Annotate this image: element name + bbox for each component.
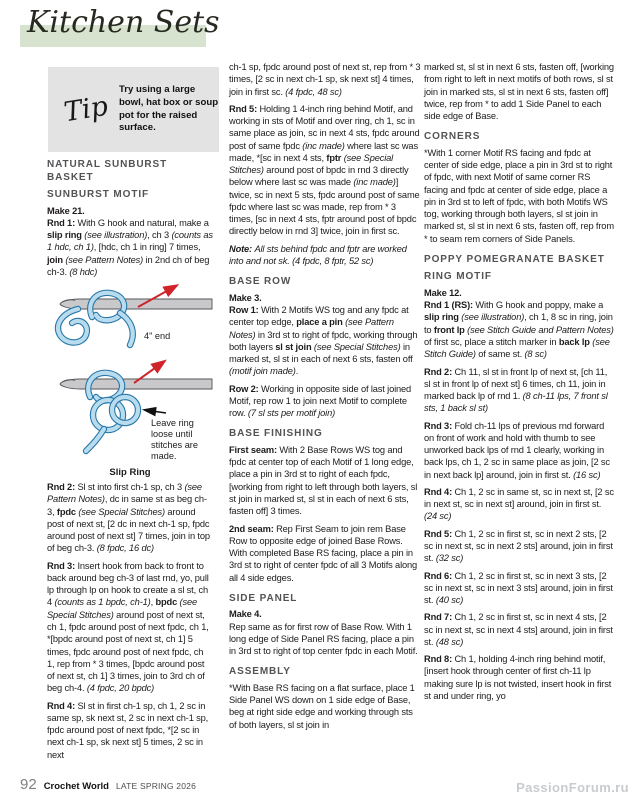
text-segment: in marked st, sl st in each of next 6 sts, fasten off: [229, 341, 413, 365]
text-segment: (see illustration): [461, 312, 525, 323]
text-segment: Rnd 5:: [229, 103, 260, 114]
text-segment: With 2 Base Rows WS tog and fpdc at center top of each Motif of 1 long edge, place a pin in 3rd st to right of each fpdc, [working from right to left through both layers, sl st join in marked st, sl st in each of next 6 sts, fasten off] 3 times.: [229, 444, 418, 517]
text-segment: of first sc, place a stitch marker in: [424, 337, 559, 348]
pattern-paragraph: [47, 205, 213, 217]
text-segment: , dc in same st as beg ch-3,: [47, 494, 207, 517]
text-segment: 2nd seam:: [229, 523, 277, 534]
tip-box: [48, 67, 219, 152]
text-segment: Rnd 5:: [424, 528, 455, 539]
text-segment: join: [47, 254, 66, 265]
text-segment: (see Pattern Notes): [65, 254, 144, 265]
pattern-paragraph: [424, 486, 614, 523]
ring-note-line: stitches are: [150, 440, 198, 451]
text-segment: (24 sc): [424, 511, 452, 522]
black-arrow-icon: [145, 410, 166, 413]
text-segment: (see Pattern Notes): [229, 317, 394, 340]
text-segment: All sts behind fpdc and fptr are worked into and not sk. (4 fpdc, 8 fptr, 52 sc): [229, 243, 407, 266]
yarn-end-label: 4" end: [143, 331, 170, 342]
text-segment: (see Special Stitches): [229, 152, 394, 176]
text-segment: (see Stitch Guide): [424, 337, 610, 360]
text-segment: fptr: [326, 152, 344, 163]
text-segment: Working in opposite side of last joined Motif, rep row 1 to join next Motif to complete row.: [229, 383, 412, 419]
pattern-paragraph: [424, 147, 614, 245]
text-segment: (see Special Stitches): [78, 506, 165, 517]
text-segment: Note:: [229, 243, 255, 254]
tip-text: Try using a large bowl, hat box or soup pot for the raised surface.: [118, 84, 219, 134]
text-segment: Rnd 2:: [424, 366, 455, 377]
text-segment: Make 3.: [229, 292, 262, 303]
text-segment: Rnd 8:: [424, 654, 455, 665]
text-segment: Row 2:: [229, 383, 262, 394]
pattern-paragraph: [229, 61, 421, 98]
text-segment: Ch 1, 2 sc in first st, sc in next 3 sts, [2 sc in next st, sc in next 3 sts] around, join in first st.: [424, 570, 613, 606]
pattern-paragraph: [424, 287, 614, 299]
section-heading: BASE FINISHING: [229, 428, 323, 440]
page-number: 92: [20, 776, 37, 793]
column-3: [424, 61, 614, 707]
section-heading: SIDE PANEL: [229, 592, 298, 604]
text-segment: Ch 1, holding 4-inch ring behind motif, [insert hook through center of first ch-11 lp making sure lp is not twisted, insert hook in first st and under ring, yo: [424, 654, 612, 701]
text-segment: Fold ch-11 lps of previous rnd forward on front of work and hold with thumb to see unworked back lps of rnd 1 clearly, working in back lps, ch 1, 2 sc in same place as join, [2 sc in next back lp] around, join in first st.: [424, 420, 610, 480]
pattern-paragraph: [229, 444, 421, 518]
text-segment: (see illustration): [84, 230, 148, 241]
text-segment: , ch 1, 8 sc in ring, join to: [424, 312, 613, 335]
pattern-paragraph: [229, 383, 421, 420]
text-segment: (4 fpdc, 48 sc): [285, 86, 342, 97]
text-segment: Ch 1, 2 sc in first st, sc in next 4 sts, [2 sc in next st, sc in next 4 sts] around, join in first st.: [424, 612, 613, 647]
column-1: [47, 159, 213, 766]
text-segment: .: [295, 366, 299, 377]
text-segment: With G hook and natural, make a: [77, 217, 209, 228]
pattern-paragraph: [229, 608, 421, 620]
text-segment: Rnd 3:: [47, 560, 78, 571]
page-title: Kitchen Sets: [27, 5, 220, 40]
text-segment: Sl st into first ch-1 sp, ch 3: [77, 482, 185, 493]
text-segment: (48 sc): [435, 636, 464, 647]
pattern-paragraph: [47, 481, 213, 555]
section-heading: BASE ROW: [229, 276, 292, 288]
text-segment: ] twice, sc in next 5 sts, fpdc around post of same fpdc where last sc was made, rep from * 3 times, [sc in next 4 sts, fptr around post of bpdc directly below in rnd 3] twice, join in first sc.: [229, 177, 420, 237]
text-segment: Insert hook from back to front to back around beg ch-3 of last rnd, yo, pull lp through lp on hook to create a sl st, ch 4: [47, 560, 209, 608]
text-segment: around post of bpdc in rnd 3 directly below where last sc was made: [229, 165, 409, 188]
text-segment: (7 sl sts per motif join): [247, 408, 336, 419]
slip-ring-illustration: [48, 283, 213, 459]
text-segment: Rnd 1 (RS):: [424, 300, 476, 311]
text-segment: *With 1 corner Motif RS facing and fpdc at center of side edge, place a pin in 3rd st to right of fpdc, with next Motif of same corner RS facing and fpdc at center of side edge, place a pin in 3rd st to left of fpdc, with both Motifs WS tog, working through both layers, sl st join in marked st, sl st in next 6 sts, fasten off, rep from * to seam rem corners of Side Panels.: [424, 147, 614, 244]
text-segment: Rnd 4:: [424, 486, 455, 497]
issue-label: LATE SPRING 2026: [115, 781, 197, 791]
section-banner: [20, 5, 220, 52]
text-segment: Rnd 4:: [47, 700, 78, 711]
text-segment: (motif join made): [229, 366, 296, 377]
text-segment: sl st join: [275, 341, 314, 352]
text-segment: where last sc was made, *[sc in next 4 sts,: [229, 140, 418, 163]
pattern-paragraph: [229, 243, 421, 268]
text-segment: , ch 3: [147, 230, 172, 241]
magazine-title: Crochet World: [43, 781, 109, 792]
text-segment: (8 hdc): [69, 266, 98, 277]
text-segment: (32 sc): [435, 553, 464, 564]
text-segment: in 3rd st to right of fpdc, working through both layers: [229, 329, 418, 352]
section-heading: NATURAL SUNBURST BASKET: [47, 159, 168, 183]
text-segment: slip ring: [47, 230, 85, 241]
text-segment: Ch 1, 2 sc in same st, sc in next st, [2 sc in next st, sc in next st] around, join in first st.: [424, 486, 614, 510]
page-footer: [20, 776, 196, 793]
text-segment: ch-1 sp, fpdc around post of next st, rep from * 3 times, [2 sc in next ch-1 sp, sk next st] 4 times, join in first sc.: [229, 62, 421, 97]
text-segment: Rnd 2:: [47, 482, 78, 493]
text-segment: (8 fpdc, 16 dc): [96, 543, 154, 554]
text-segment: (see Special Stitches): [313, 341, 401, 352]
pattern-paragraph: [424, 420, 614, 481]
text-segment: Rnd 7:: [424, 612, 455, 623]
pattern-paragraph: [229, 103, 421, 238]
text-segment: Rep same as for first row of Base Row. With 1 long edge of Side Panel RS facing, place a pin in 3rd st to right of top center fpdc in each Motif.: [229, 621, 418, 657]
text-segment: Rnd 3:: [424, 420, 455, 431]
text-segment: marked st, sl st in next 6 sts, fasten off, [working from right to left in next motifs of both rows, sl st join in marked sts, sl st in next 6 sts, fasten off] twice, rep from * to add 1 Side Panel to each side edge of Base.: [424, 62, 614, 122]
text-segment: , [hdc, ch 1 in ring] 7 times,: [93, 242, 201, 253]
pattern-paragraph: [229, 621, 421, 658]
slip-ring-figure: [47, 283, 213, 478]
text-segment: Make 4.: [229, 609, 262, 620]
text-segment: ,: [150, 597, 156, 608]
pattern-paragraph: [47, 560, 213, 695]
text-segment: (counts as 1 hdc, ch 1): [47, 230, 213, 253]
pattern-paragraph: [424, 366, 614, 415]
section-heading: SUNBURST MOTIF: [47, 189, 150, 200]
text-segment: (40 sc): [435, 595, 464, 606]
pattern-paragraph: [229, 304, 421, 378]
slip-ring-step2: [60, 363, 212, 459]
text-segment: Make 12.: [424, 287, 462, 298]
pattern-paragraph: [424, 611, 614, 648]
crochet-hook-icon: [60, 299, 212, 309]
text-segment: (4 fpdc, 20 bpdc): [86, 683, 155, 694]
tip-label: Tip: [61, 90, 111, 129]
text-segment: (see Stitch Guide and Pattern Notes): [467, 324, 614, 335]
text-segment: Rnd 6:: [424, 570, 455, 581]
pattern-paragraph: [229, 682, 421, 731]
pattern-paragraph: [47, 700, 213, 761]
pattern-paragraph: [424, 653, 614, 702]
text-segment: (8 ch-11 lps, 7 front sl sts, 1 back sl st): [424, 391, 608, 414]
text-segment: bpdc: [155, 597, 180, 608]
text-segment: in 2nd ch of beg ch-3.: [47, 254, 210, 277]
pattern-paragraph: [424, 570, 614, 607]
ring-note-line: made.: [150, 451, 177, 460]
section-heading: CORNERS: [424, 131, 481, 143]
slip-ring-step1: [58, 287, 212, 345]
ring-note-line: loose until: [150, 429, 192, 440]
text-segment: With G hook and poppy, make a: [475, 300, 604, 311]
text-segment: Sl st in first ch-1 sp, ch 1, 2 sc in same sp, sk next st, 2 sc in next ch-1 sp, fpdc around post of next fpdc, *[2 sc in next ch-1 sp, sk next st] 5 times, 2 sc in next: [47, 700, 209, 760]
pattern-paragraph: [424, 61, 614, 122]
text-segment: (see Pattern Notes): [47, 482, 202, 505]
section-heading: POPPY POMEGRANATE BASKET: [424, 253, 605, 265]
text-segment: front lp: [433, 324, 468, 335]
text-segment: around post of next st, ch 1, fpdc around post of next fpdc, ch 1, *[bpdc around post of next st, ch 1] 5 times, fpdc around post of next fpdc, ch 1, rep from * 3 times, [bpdc around post of next st, ch 1] 3 times, join to 3rd ch of beg ch-4.: [47, 609, 209, 694]
ring-note-line: Leave ring: [150, 418, 194, 429]
text-segment: slip ring: [424, 312, 462, 323]
text-segment: (inc made): [302, 140, 345, 151]
text-segment: Make 21.: [47, 205, 85, 216]
text-segment: place a pin: [296, 317, 346, 328]
text-segment: of same st.: [475, 349, 525, 360]
section-heading: RING MOTIF: [424, 271, 492, 283]
figure-caption: Slip Ring: [109, 467, 151, 479]
text-segment: Ch 11, sl st in front lp of next st, [ch 11, sl st in front lp of next st] 6 times, ch 11, join in marked back lp of rnd 1.: [424, 366, 608, 402]
text-segment: With 2 Motifs WS tog and any fpdc at center top edge,: [229, 305, 409, 328]
text-segment: (see Special Stitches): [47, 597, 198, 620]
pattern-paragraph: [229, 292, 421, 304]
watermark: PassionForum.ru: [516, 780, 629, 795]
text-segment: Ch 1, 2 sc in first st, sc in next 2 sts, [2 sc in next st, sc in next 2 sts] around, join in first st.: [424, 528, 613, 564]
pattern-paragraph: [47, 217, 213, 278]
text-segment: fpdc: [56, 506, 79, 517]
text-segment: Rep First Seam to join rem Base Row to opposite edge of joined Base Rows. With completed Base RS facing, place a pin in 3rd st to right of center fpdc of all 3 Motifs along all 4 side edges.: [229, 523, 418, 583]
text-segment: (inc made): [353, 177, 396, 188]
text-segment: First seam:: [229, 444, 280, 455]
text-segment: (counts as 1 bpdc, ch-1): [54, 597, 151, 608]
text-segment: *With Base RS facing on a flat surface, place 1 Side Panel WS down on 1 side edge of Base, beg at right side edge and working through sts of both layers, sl st join in: [229, 682, 415, 730]
pattern-paragraph: [229, 523, 421, 584]
text-segment: (16 sc): [573, 469, 601, 480]
section-heading: ASSEMBLY: [229, 666, 291, 678]
text-segment: back lp: [558, 337, 593, 348]
text-segment: around post of next st, [2 dc in next ch-1 sp, fpdc around post of next st] 7 times, join in top of beg ch-3.: [47, 506, 210, 554]
pattern-paragraph: [424, 299, 614, 360]
text-segment: Holding 1 4-inch ring behind Motif, and working in sts of Motif and over ring, ch 1, sc in same place as join, sc in next 4 sts, fpdc around post of same fpdc: [229, 103, 420, 151]
pattern-paragraph: [424, 528, 614, 565]
text-segment: (8 sc): [524, 349, 547, 360]
text-segment: Rnd 1:: [47, 217, 78, 228]
column-2: [229, 61, 421, 736]
text-segment: Row 1:: [229, 305, 262, 316]
